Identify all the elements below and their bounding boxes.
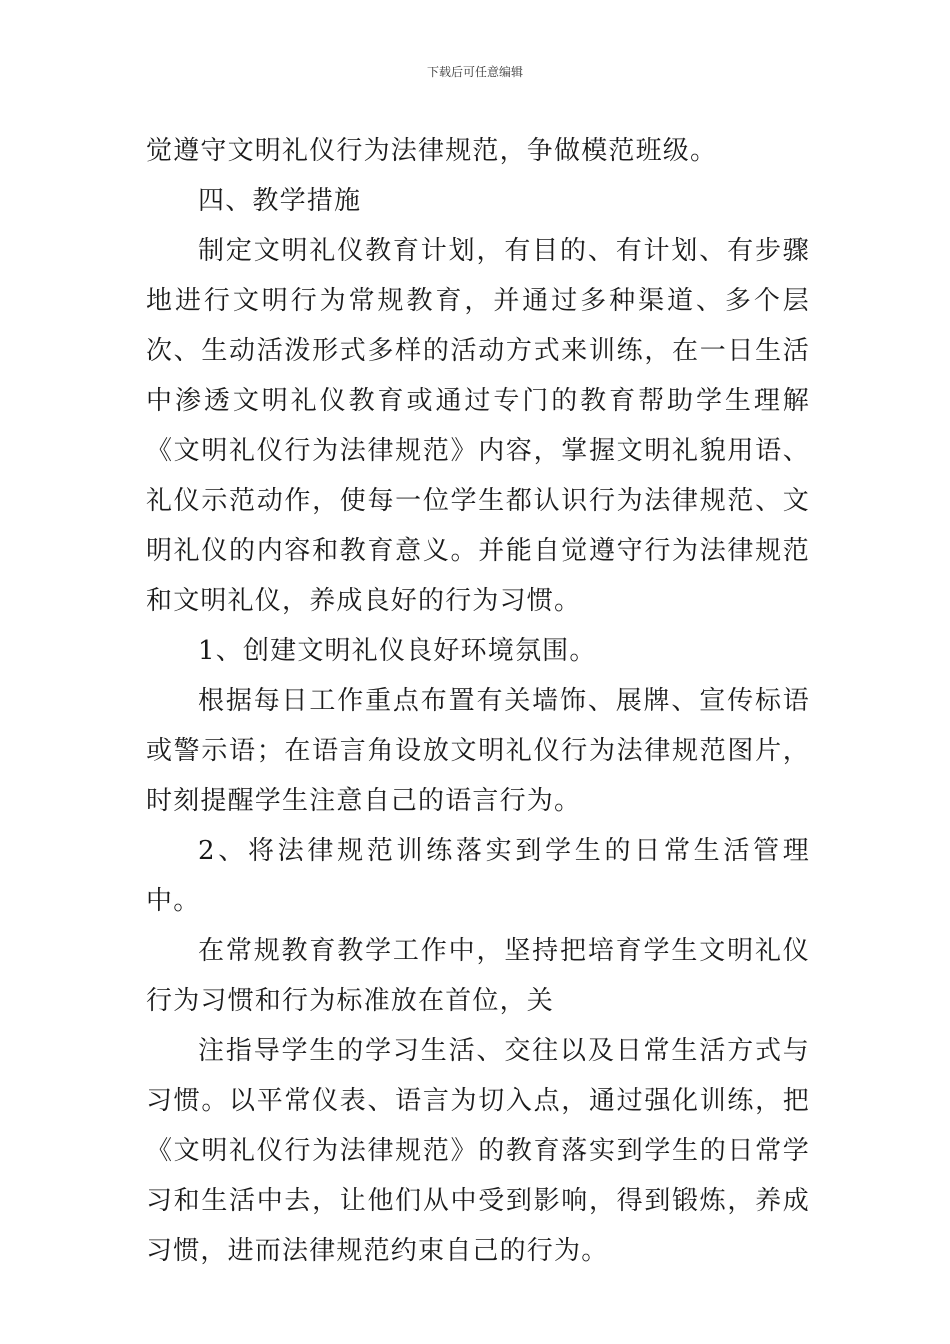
paragraph-2: 制定文明礼仪教育计划，有目的、有计划、有步骤地进行文明行为常规教育，并通过多种渠道、多个层次、生动活泼形式多样的活动方式来训练，在一日生活中渗透文明礼仪教育或通过专门的教育帮助学生理解《文明礼仪行为法律规范》内容，掌握文明礼貌用语、礼仪示范动作，使每一位学生都认识行为法律规范、文明礼仪的内容和教育意义。并能自觉遵守行为法律规范和文明礼仪，养成良好的行为习惯。 (146, 236, 810, 616)
paragraph-1: 觉遵守文明礼仪行为法律规范，争做模范班级。 (146, 136, 718, 166)
subheading-1: 1、创建文明礼仪良好环境氛围。 (198, 636, 597, 666)
paragraph-4: 在常规教育教学工作中，坚持把培育学生文明礼仪行为习惯和行为标准放在首位，关 (146, 936, 810, 1016)
document-body (146, 126, 810, 1276)
page-header: 下载后可任意编辑 (426, 65, 523, 79)
paragraph-3: 根据每日工作重点布置有关墙饰、展牌、宣传标语或警示语；在语言角设放文明礼仪行为法律规范图片，时刻提醒学生注意自己的语言行为。 (146, 686, 810, 816)
section-heading-teaching-measures: 四、教学措施 (198, 186, 362, 216)
paragraph-5: 注指导学生的学习生活、交往以及日常生活方式与习惯。以平常仪表、语言为切入点，通过强化训练，把《文明礼仪行为法律规范》的教育落实到学生的日常学习和生活中去，让他们从中受到影响，得到锻炼，养成习惯，进而法律规范约束自己的行为。 (146, 1036, 810, 1266)
subheading-2: 2、将法律规范训练落实到学生的日常生活管理中。 (146, 836, 810, 916)
